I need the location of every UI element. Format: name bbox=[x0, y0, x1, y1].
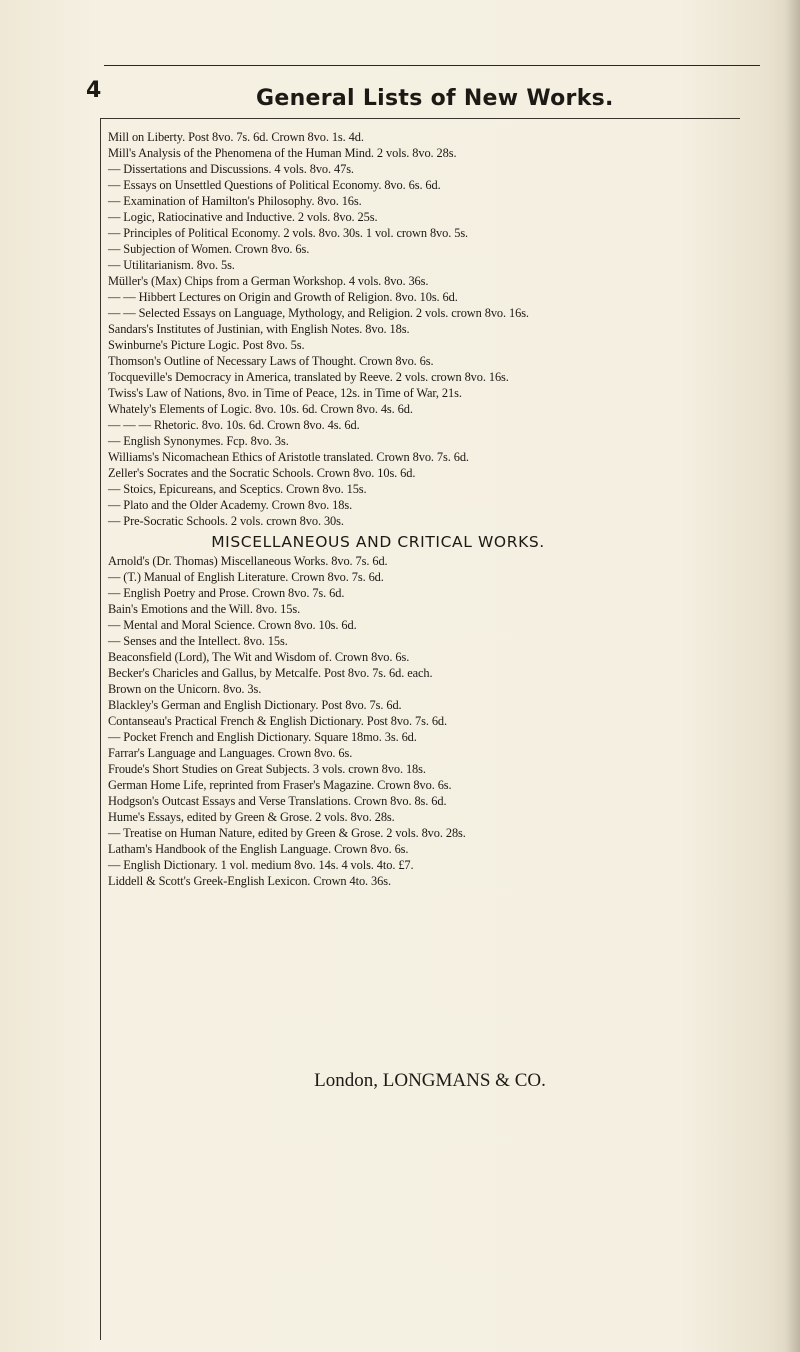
list-entry: Swinburne's Picture Logic. Post 8vo. 5s. bbox=[108, 338, 305, 352]
running-head: General Lists of New Works. bbox=[256, 86, 614, 111]
list-entry: — Utilitarianism. 8vo. 5s. bbox=[108, 258, 235, 272]
list-entry: — (T.) Manual of English Literature. Crown 8vo. 7s. 6d. bbox=[108, 570, 384, 584]
list-entry: Mill on Liberty. Post 8vo. 7s. 6d. Crown 8vo. 1s. 4d. bbox=[108, 130, 364, 144]
list-entry: Becker's Charicles and Gallus, by Metcalfe. Post 8vo. 7s. 6d. each. bbox=[108, 666, 433, 680]
page-edge-shadow bbox=[786, 0, 800, 1352]
list-entry: Brown on the Unicorn. 8vo. 3s. bbox=[108, 682, 262, 696]
page-header bbox=[86, 78, 726, 118]
list-entry: — Treatise on Human Nature, edited by Green & Grose. 2 vols. 8vo. 28s. bbox=[108, 826, 466, 840]
list-entry: Williams's Nicomachean Ethics of Aristotle translated. Crown 8vo. 7s. 6d. bbox=[108, 450, 469, 464]
top-rule bbox=[104, 65, 760, 66]
list-entry: Froude's Short Studies on Great Subjects. 3 vols. crown 8vo. 18s. bbox=[108, 762, 426, 776]
list-entry: Liddell & Scott's Greek-English Lexicon. Crown 4to. 36s. bbox=[108, 874, 391, 888]
list-entry: Blackley's German and English Dictionary. Post 8vo. 7s. 6d. bbox=[108, 698, 402, 712]
list-entry: — Subjection of Women. Crown 8vo. 6s. bbox=[108, 242, 310, 256]
list-entry: Hodgson's Outcast Essays and Verse Translations. Crown 8vo. 8s. 6d. bbox=[108, 794, 447, 808]
book-list bbox=[108, 129, 768, 889]
list-entry: — Stoics, Epicureans, and Sceptics. Crown 8vo. 15s. bbox=[108, 482, 367, 496]
publisher-imprint: London, LONGMANS & CO. bbox=[314, 1070, 546, 1091]
list-entry: — Essays on Unsettled Questions of Political Economy. 8vo. 6s. 6d. bbox=[108, 178, 441, 192]
list-entry: — English Dictionary. 1 vol. medium 8vo. 14s. 4 vols. 4to. £7. bbox=[108, 858, 414, 872]
list-entry: Arnold's (Dr. Thomas) Miscellaneous Works. 8vo. 7s. 6d. bbox=[108, 554, 388, 568]
list-entry: — Principles of Political Economy. 2 vols. 8vo. 30s. 1 vol. crown 8vo. 5s. bbox=[108, 226, 469, 240]
list-entry: Whately's Elements of Logic. 8vo. 10s. 6d. Crown 8vo. 4s. 6d. bbox=[108, 402, 413, 416]
list-entry: — Senses and the Intellect. 8vo. 15s. bbox=[108, 634, 288, 648]
list-entry: Contanseau's Practical French & English Dictionary. Post 8vo. 7s. 6d. bbox=[108, 714, 448, 728]
list-entry: Thomson's Outline of Necessary Laws of Thought. Crown 8vo. 6s. bbox=[108, 354, 434, 368]
list-entry: — Examination of Hamilton's Philosophy. 8vo. 16s. bbox=[108, 194, 362, 208]
list-entry: German Home Life, reprinted from Fraser's Magazine. Crown 8vo. 6s. bbox=[108, 778, 452, 792]
list-entry: — — — Rhetoric. 8vo. 10s. 6d. Crown 8vo. 4s. 6d. bbox=[108, 418, 360, 432]
list-entry: Beaconsfield (Lord), The Wit and Wisdom of. Crown 8vo. 6s. bbox=[108, 650, 410, 664]
list-entry: — English Synonymes. Fcp. 8vo. 3s. bbox=[108, 434, 289, 448]
list-entry: Twiss's Law of Nations, 8vo. in Time of Peace, 12s. in Time of War, 21s. bbox=[108, 386, 462, 400]
list-entry: Hume's Essays, edited by Green & Grose. 2 vols. 8vo. 28s. bbox=[108, 810, 395, 824]
list-entry: — Pre-Socratic Schools. 2 vols. crown 8vo. 30s. bbox=[108, 514, 344, 528]
list-entry: Latham's Handbook of the English Language. Crown 8vo. 6s. bbox=[108, 842, 409, 856]
list-entry: Müller's (Max) Chips from a German Workshop. 4 vols. 8vo. 36s. bbox=[108, 274, 429, 288]
list-entry-wrapped: — — Selected Essays on Language, Mythology, and Religion. 2 vols. crown 8vo. 16s. bbox=[108, 306, 529, 320]
list-entry: Bain's Emotions and the Will. 8vo. 15s. bbox=[108, 602, 301, 616]
list-entry: — Plato and the Older Academy. Crown 8vo. 18s. bbox=[108, 498, 353, 512]
list-entry: Sandars's Institutes of Justinian, with English Notes. 8vo. 18s. bbox=[108, 322, 410, 336]
list-entry: Mill's Analysis of the Phenomena of the Human Mind. 2 vols. 8vo. 28s. bbox=[108, 146, 457, 160]
list-entry: — English Poetry and Prose. Crown 8vo. 7s. 6d. bbox=[108, 586, 345, 600]
list-entry: — Pocket French and English Dictionary. Square 18mo. 3s. 6d. bbox=[108, 730, 417, 744]
page-number: 4 bbox=[86, 78, 102, 103]
list-entry: Farrar's Language and Languages. Crown 8vo. 6s. bbox=[108, 746, 353, 760]
list-entry: — Mental and Moral Science. Crown 8vo. 10s. 6d. bbox=[108, 618, 357, 632]
left-margin-rule bbox=[100, 118, 101, 1340]
list-entry: — Logic, Ratiocinative and Inductive. 2 vols. 8vo. 25s. bbox=[108, 210, 378, 224]
header-rule bbox=[100, 118, 740, 119]
list-entry: — — Hibbert Lectures on Origin and Growth of Religion. 8vo. 10s. 6d. bbox=[108, 290, 458, 304]
section-title: MISCELLANEOUS AND CRITICAL WORKS. bbox=[211, 533, 545, 551]
list-entry: Zeller's Socrates and the Socratic Schools. Crown 8vo. 10s. 6d. bbox=[108, 466, 416, 480]
list-entry: Tocqueville's Democracy in America, translated by Reeve. 2 vols. crown 8vo. 16s. bbox=[108, 370, 509, 384]
list-entry: — Dissertations and Discussions. 4 vols. 8vo. 47s. bbox=[108, 162, 354, 176]
